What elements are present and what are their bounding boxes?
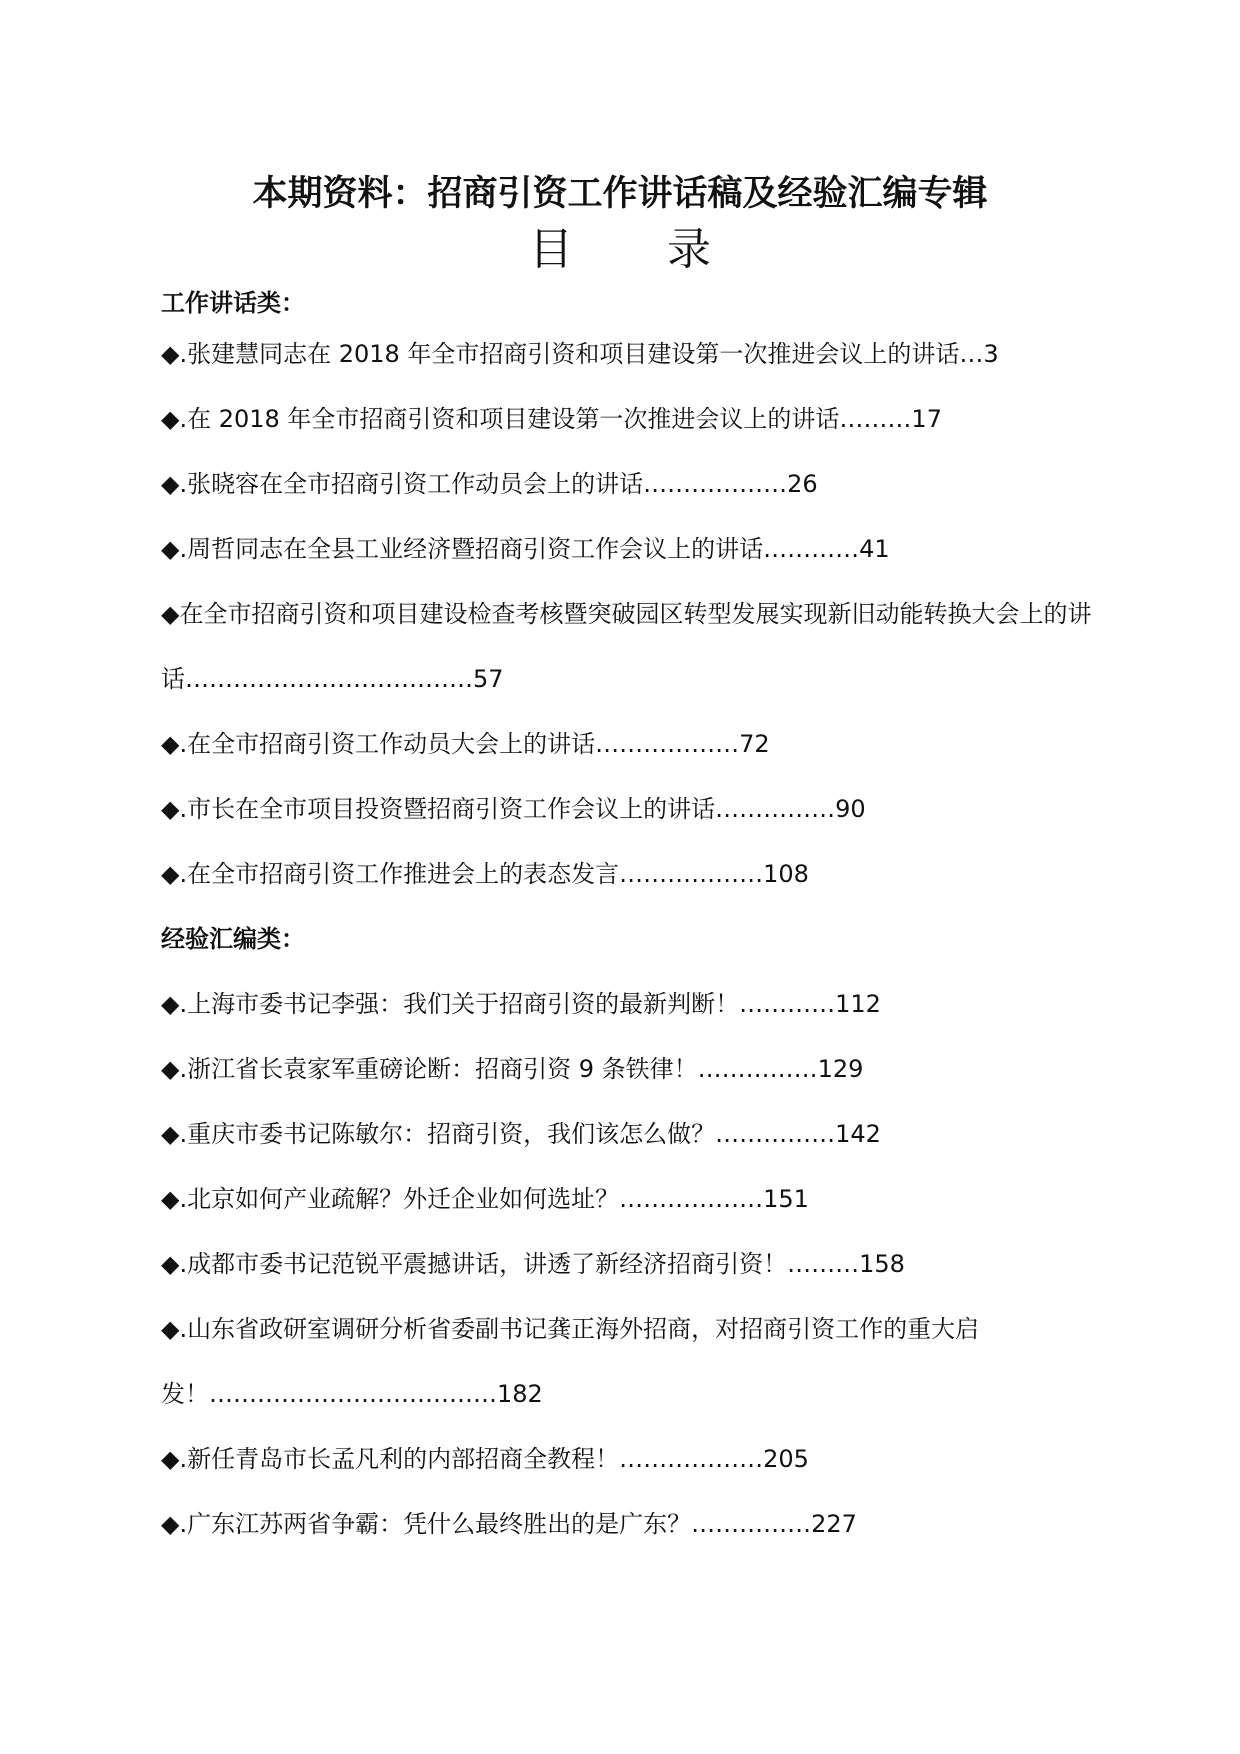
toc-entry[interactable]: ◆.北京如何产业疏解？外迁企业如何选址？………………151	[161, 1185, 809, 1213]
page-title: 本期资料：招商引资工作讲话稿及经验汇编专辑	[252, 174, 988, 214]
toc-entry-continuation[interactable]: 发！………………………………182	[161, 1380, 543, 1408]
toc-entry[interactable]: ◆.张建慧同志在 2018 年全市招商引资和项目建设第一次推进会议上的讲话…3	[161, 340, 999, 368]
toc-entry[interactable]: ◆.上海市委书记李强：我们关于招商引资的最新判断！…………112	[161, 990, 881, 1018]
toc-entry[interactable]: ◆.周哲同志在全县工业经济暨招商引资工作会议上的讲话…………41	[161, 535, 890, 563]
toc-entry[interactable]: ◆.市长在全市项目投资暨招商引资工作会议上的讲话……………90	[161, 795, 866, 823]
toc-entry[interactable]: ◆.重庆市委书记陈敏尔：招商引资，我们该怎么做？……………142	[161, 1120, 881, 1148]
toc-entry[interactable]: ◆.成都市委书记范锐平震撼讲话，讲透了新经济招商引资！………158	[161, 1250, 905, 1278]
toc-entry[interactable]: ◆.新任青岛市长孟凡利的内部招商全教程！………………205	[161, 1445, 809, 1473]
toc-entry[interactable]: ◆.山东省政研室调研分析省委副书记龚正海外招商，对招商引资工作的重大启	[161, 1315, 980, 1343]
toc-entry[interactable]: ◆.在全市招商引资工作动员大会上的讲话………………72	[161, 730, 770, 758]
toc-entry[interactable]: ◆.张晓容在全市招商引资工作动员会上的讲话………………26	[161, 470, 818, 498]
toc-entry[interactable]: ◆.广东江苏两省争霸：凭什么最终胜出的是广东？……………227	[161, 1510, 857, 1538]
toc-entry-continuation[interactable]: 话………………………………57	[161, 665, 504, 693]
toc-entry[interactable]: ◆在全市招商引资和项目建设检查考核暨突破园区转型发展实现新旧动能转换大会上的讲	[161, 600, 1092, 628]
toc-entry[interactable]: ◆.在 2018 年全市招商引资和项目建设第一次推进会议上的讲话………17	[161, 405, 942, 433]
toc-entry[interactable]: ◆.在全市招商引资工作推进会上的表态发言………………108	[161, 860, 809, 888]
section-label-speeches: 工作讲话类：	[161, 289, 305, 317]
toc-entry[interactable]: ◆.浙江省长袁家军重磅论断：招商引资 9 条铁律！……………129	[161, 1055, 864, 1083]
toc-heading: 目 录	[529, 224, 751, 275]
section-label-experience: 经验汇编类：	[161, 925, 305, 953]
